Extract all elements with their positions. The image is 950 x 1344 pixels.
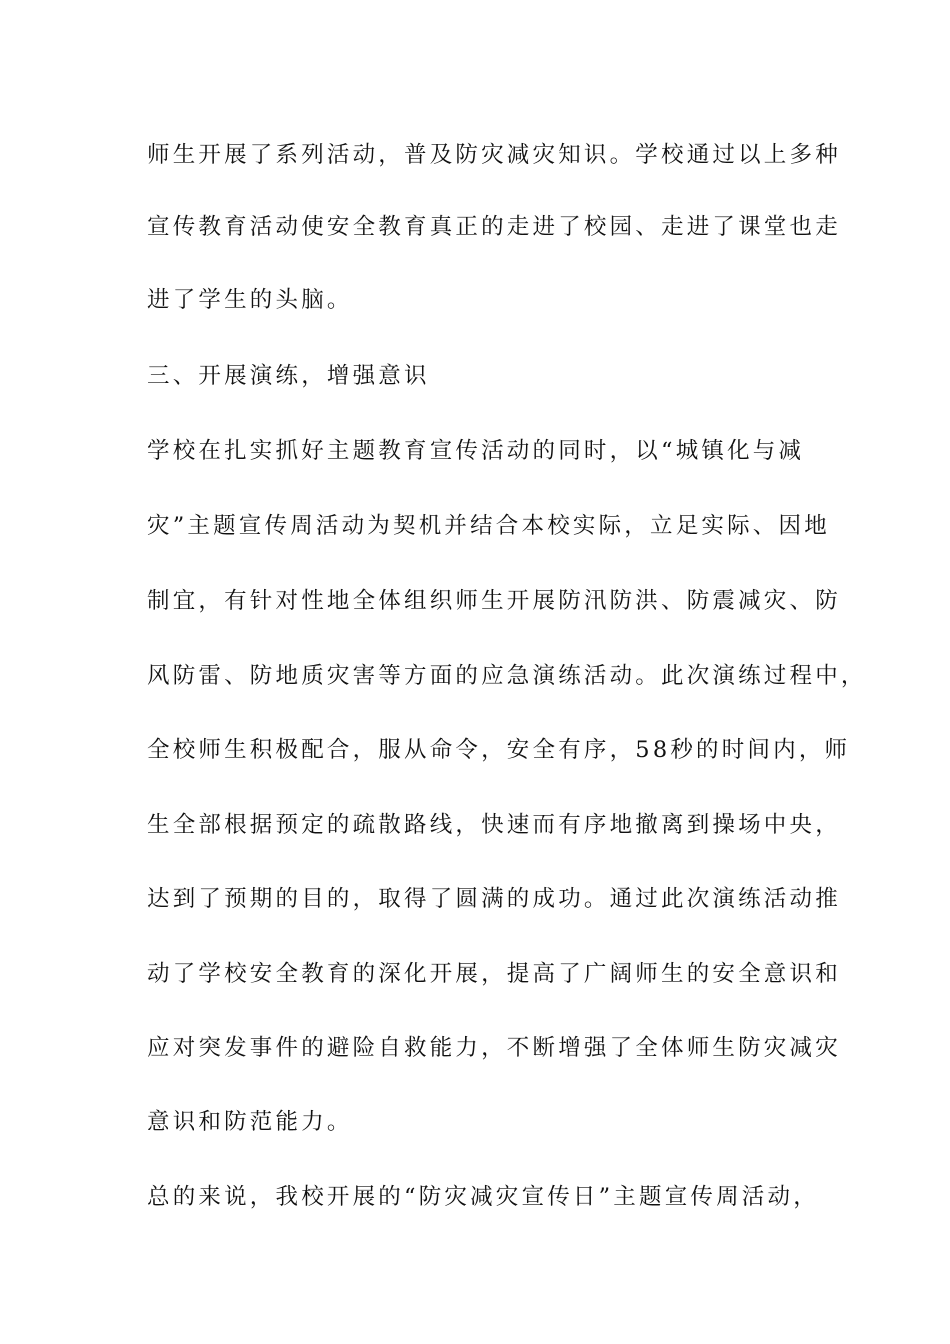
- paragraph-line: 风防雷、防地质灾害等方面的应急演练活动。此次演练过程中，: [147, 663, 867, 689]
- section-heading: 三、开展演练，增强意识: [147, 363, 430, 389]
- paragraph-line: 应对突发事件的避险自救能力，不断增强了全体师生防灾减灾: [147, 1035, 841, 1061]
- paragraph-line: 生全部根据预定的疏散路线，快速而有序地撤离到操场中央，: [147, 812, 841, 838]
- paragraph-line: 师生开展了系列活动，普及防灾减灾知识。学校通过以上多种: [147, 142, 841, 168]
- paragraph-line: 动了学校安全教育的深化开展，提高了广阔师生的安全意识和: [147, 961, 841, 987]
- paragraph-line: 总的来说，我校开展的“防灾减灾宣传日”主题宣传周活动，: [147, 1184, 819, 1210]
- paragraph-line: 达到了预期的目的，取得了圆满的成功。通过此次演练活动推: [147, 886, 841, 912]
- paragraph-line: 灾”主题宣传周活动为契机并结合本校实际，立足实际、因地: [147, 513, 830, 539]
- paragraph-line: 全校师生积极配合，服从命令，安全有序，58秒的时间内，师: [147, 737, 851, 763]
- paragraph-line: 宣传教育活动使安全教育真正的走进了校园、走进了课堂也走: [147, 214, 841, 240]
- paragraph-line: 学校在扎实抓好主题教育宣传活动的同时，以“城镇化与减: [147, 438, 805, 464]
- paragraph-line: 进了学生的头脑。: [147, 287, 353, 313]
- paragraph-line: 制宜，有针对性地全体组织师生开展防汛防洪、防震减灾、防: [147, 588, 841, 614]
- paragraph-line: 意识和防范能力。: [147, 1109, 353, 1135]
